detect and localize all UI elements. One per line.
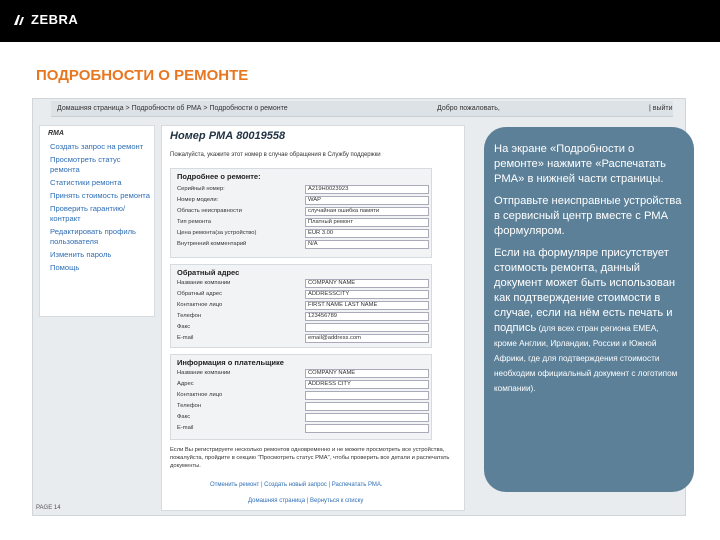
field-label: Внутренний комментарий	[177, 241, 247, 247]
payer-company-field: COMPANY NAME	[305, 369, 429, 378]
zebra-head-icon	[12, 13, 26, 27]
field-label: Адрес	[177, 381, 194, 387]
sidebar-item-create-repair[interactable]: Создать запрос на ремонт	[50, 142, 144, 151]
field-label: Контактное лицо	[177, 302, 223, 308]
rma-note: Пожалуйста, укажите этот номер в случае обращения в Службу поддержки	[170, 152, 381, 158]
contact-person-field: FIRST NAME LAST NAME	[305, 301, 429, 310]
detail-row	[177, 279, 427, 288]
serial-number-field: A219H0023923	[305, 185, 429, 194]
payer-fax-field	[305, 413, 429, 422]
payer-contact-field	[305, 391, 429, 400]
footer-action-links[interactable]: Отменить ремонт | Создать новый запрос | Распечатать РМА.	[210, 482, 383, 488]
detail-row	[177, 196, 427, 205]
repair-type-field: Платный ремонт	[305, 218, 429, 227]
sidebar-item-repair-status[interactable]: Просмотреть статус ремонта	[50, 155, 121, 174]
field-label: Область неисправности	[177, 208, 242, 214]
brand-name: ZEBRA	[31, 12, 79, 27]
sidebar	[39, 125, 155, 317]
repair-details-section	[170, 168, 432, 258]
callout-text-small: (для всех стран региона ЕМЕА, кроме Англии, Ирландии, России и Южной Африки, где для подтверждения стоимости необходим официальный документ с логотипом компании).	[494, 324, 678, 393]
payer-email-field	[305, 424, 429, 433]
phone-field: 123456789	[305, 312, 429, 321]
slide-title: ПОДРОБНОСТИ О РЕМОНТЕ	[36, 67, 249, 84]
welcome-text: Добро пожаловать,	[437, 105, 500, 112]
field-label: Серийный номер:	[177, 186, 225, 192]
detail-row	[177, 240, 427, 249]
repair-price-field: EUR 3.00	[305, 229, 429, 238]
field-label: Факс	[177, 324, 191, 330]
model-number-field: WAP	[305, 196, 429, 205]
field-label: Контактное лицо	[177, 392, 223, 398]
detail-row	[177, 185, 427, 194]
breadcrumb[interactable]: Домашняя страница > Подробности об РМА > Подробности о ремонте	[57, 105, 288, 112]
sidebar-title: RMA	[48, 130, 64, 137]
page-number: PAGE 14	[36, 505, 61, 511]
sidebar-item-edit-profile[interactable]: Редактировать профиль пользователя	[50, 227, 137, 246]
detail-row	[177, 369, 427, 378]
zebra-logo	[12, 12, 78, 27]
detail-row	[177, 207, 427, 216]
field-label: Название компании	[177, 280, 231, 286]
detail-row	[177, 323, 427, 332]
sidebar-item-statistics[interactable]: Статистики ремонта	[50, 178, 122, 187]
detail-row	[177, 218, 427, 227]
field-label: Тип ремонта	[177, 219, 211, 225]
detail-row	[177, 380, 427, 389]
payer-phone-field	[305, 402, 429, 411]
field-label: Цена ремонта(за устройство)	[177, 230, 257, 236]
sidebar-menu	[50, 142, 150, 276]
return-address-section	[170, 264, 432, 348]
return-address-field: ADDRESSCITY	[305, 290, 429, 299]
internal-comment-field: N/A	[305, 240, 429, 249]
rma-number-title: Номер РМА 80019558	[170, 130, 286, 142]
detail-row	[177, 402, 427, 411]
company-name-field: COMPANY NAME	[305, 279, 429, 288]
sidebar-item-check-warranty[interactable]: Проверить гарантию/контракт	[50, 204, 126, 223]
field-label: Номер модели:	[177, 197, 219, 203]
rma-details-panel	[161, 125, 465, 511]
field-label: E-mail	[177, 425, 194, 431]
field-label: Телефон	[177, 403, 202, 409]
footer-nav-links[interactable]: Домашняя страница | Вернуться к списку	[248, 498, 364, 504]
callout-paragraph-3	[494, 246, 682, 396]
detail-row	[177, 312, 427, 321]
multi-repair-note: Если Вы регистрируете несколько ремонтов одновременно и не можете просмотреть все устройства, пожалуйста, пройдите в секцию "Просмотреть статус РМА", чтобы проверить все детали и распечатать документы.	[170, 447, 450, 469]
payer-info-section	[170, 354, 432, 440]
detail-row	[177, 413, 427, 422]
instruction-callout	[484, 127, 694, 492]
email-field: email@address.com	[305, 334, 429, 343]
top-bar	[0, 0, 720, 42]
fault-area-field: случайная ошибка памяти	[305, 207, 429, 216]
sidebar-item-change-password[interactable]: Изменить пароль	[50, 250, 112, 259]
fax-field	[305, 323, 429, 332]
detail-row	[177, 391, 427, 400]
field-label: E-mail	[177, 335, 194, 341]
payer-address-field: ADDRESS CITY	[305, 380, 429, 389]
payer-info-title: Информация о плательщике	[177, 358, 284, 367]
callout-paragraph-1: На экране «Подробности о ремонте» нажмите «Распечатать РМА» в нижней части страницы.	[494, 143, 667, 185]
breadcrumb-bar	[51, 101, 673, 117]
repair-details-title: Подробнее о ремонте:	[177, 172, 261, 181]
logout-link[interactable]: | выйти	[649, 105, 673, 112]
field-label: Название компании	[177, 370, 231, 376]
detail-row	[177, 290, 427, 299]
sidebar-item-accept-cost[interactable]: Принять стоимость ремонта	[50, 191, 150, 200]
field-label: Обратный адрес	[177, 291, 222, 297]
callout-paragraph-2: Отправьте неисправные устройства в сервисный центр вместе с РМА формуляром.	[494, 195, 682, 237]
field-label: Факс	[177, 414, 191, 420]
field-label: Телефон	[177, 313, 202, 319]
sidebar-item-help[interactable]: Помощь	[50, 263, 80, 272]
callout-text-main: Если на формуляре присутствует стоимость ремонта, данный документ может быть использован как подтверждение стоимости в случае, если на нём есть печать и подпись	[494, 247, 676, 334]
return-address-title: Обратный адрес	[177, 268, 240, 277]
detail-row	[177, 334, 427, 343]
detail-row	[177, 301, 427, 310]
detail-row	[177, 424, 427, 433]
detail-row	[177, 229, 427, 238]
